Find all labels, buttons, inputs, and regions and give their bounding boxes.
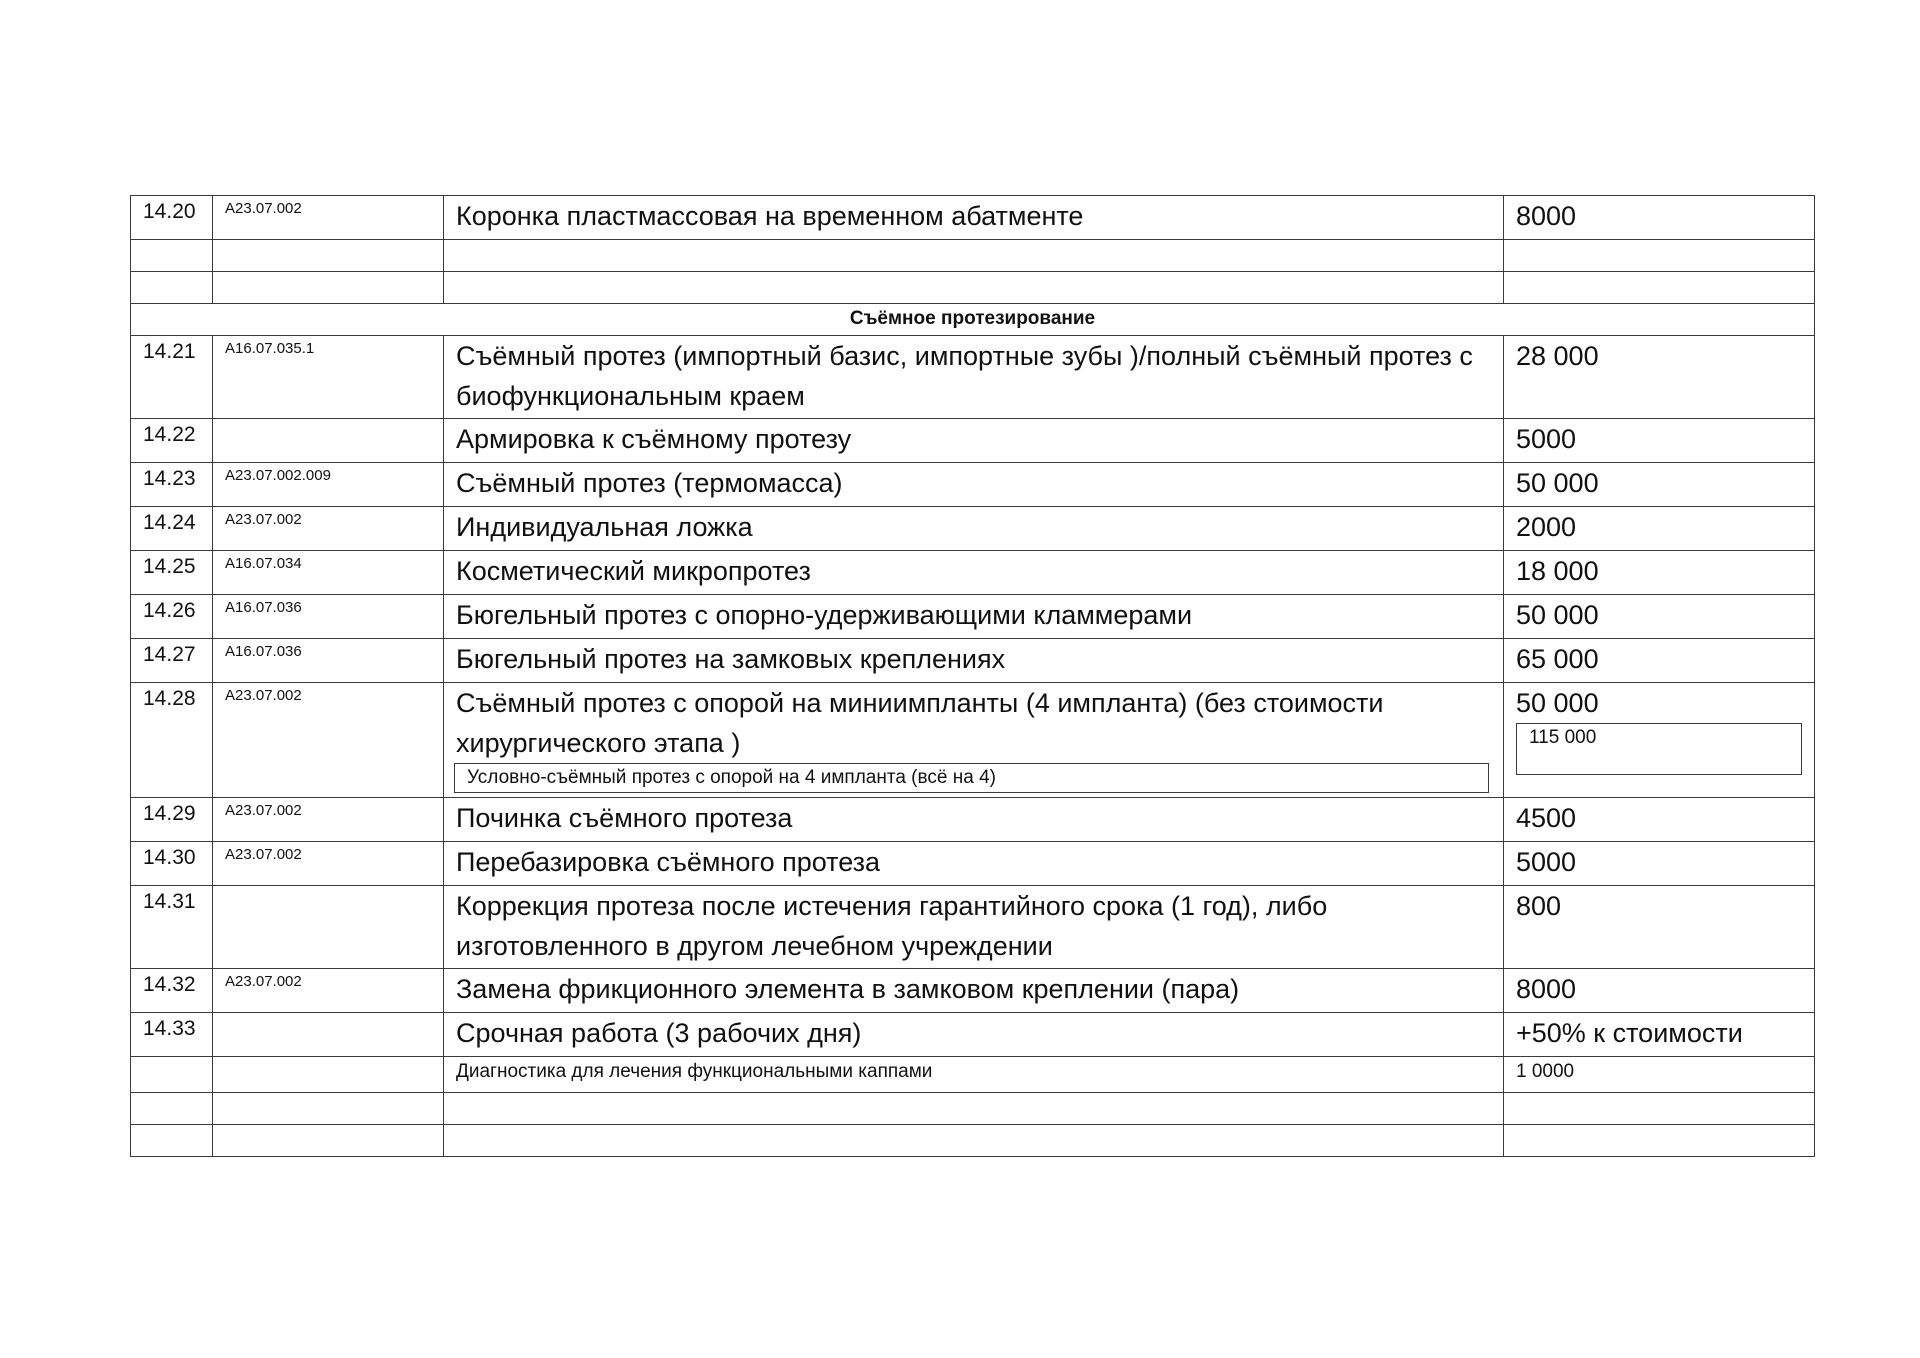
empty-cell	[213, 1093, 444, 1125]
service-code: A16.07.035.1	[213, 336, 444, 419]
service-name: Замена фрикционного элемента в замковом креплении (пара)	[444, 969, 1504, 1013]
empty-row	[131, 272, 1815, 304]
row-number: 14.24	[131, 507, 213, 551]
row-number: 14.27	[131, 639, 213, 683]
service-code: A23.07.002	[213, 507, 444, 551]
service-code	[213, 1013, 444, 1057]
empty-cell	[444, 1125, 1504, 1157]
row-number: 14.30	[131, 842, 213, 886]
row-number: 14.25	[131, 551, 213, 595]
service-price: 50 000	[1516, 688, 1599, 718]
empty-cell	[444, 1093, 1504, 1125]
service-code: A16.07.036	[213, 595, 444, 639]
table-row	[131, 507, 1815, 551]
service-code	[213, 886, 444, 969]
service-price-cell	[1504, 683, 1815, 798]
row-number: 14.31	[131, 886, 213, 969]
table-row	[131, 798, 1815, 842]
table-row	[131, 639, 1815, 683]
service-name: Индивидуальная ложка	[444, 507, 1504, 551]
table-row	[131, 1057, 1815, 1093]
sub-service-price-box: 115 000	[1516, 723, 1802, 775]
service-price: 4500	[1504, 798, 1815, 842]
empty-row	[131, 240, 1815, 272]
empty-cell	[213, 272, 444, 304]
service-code: A23.07.002	[213, 798, 444, 842]
service-name-cell	[444, 683, 1504, 798]
row-number: 14.26	[131, 595, 213, 639]
service-price: 18 000	[1504, 551, 1815, 595]
row-number: 14.32	[131, 969, 213, 1013]
empty-cell	[444, 272, 1504, 304]
empty-cell	[131, 1093, 213, 1125]
section-header-row	[131, 304, 1815, 336]
service-name: Съёмный протез с опорой на миниимпланты (4 импланта) (без стоимости хирургического этапа )	[456, 688, 1384, 758]
service-code: A23.07.002	[213, 196, 444, 240]
table-row	[131, 842, 1815, 886]
service-name: Срочная работа (3 рабочих дня)	[444, 1013, 1504, 1057]
table-row	[131, 886, 1815, 969]
empty-cell	[1504, 1125, 1815, 1157]
table-row	[131, 196, 1815, 240]
row-number: 14.22	[131, 419, 213, 463]
empty-row	[131, 1125, 1815, 1157]
service-price: +50% к стоимости	[1504, 1013, 1815, 1057]
empty-cell	[131, 272, 213, 304]
service-name: Съёмный протез (импортный базис, импортные зубы )/полный съёмный протез с биофункциональным краем	[444, 336, 1504, 419]
empty-row	[131, 1093, 1815, 1125]
service-code	[213, 419, 444, 463]
service-name: Бюгельный протез на замковых креплениях	[444, 639, 1504, 683]
service-code: A23.07.002.009	[213, 463, 444, 507]
table-row	[131, 683, 1815, 798]
table-row	[131, 1013, 1815, 1057]
service-name: Армировка к съёмному протезу	[444, 419, 1504, 463]
table-row	[131, 551, 1815, 595]
price-list-table	[130, 195, 1815, 1157]
section-title: Съёмное протезирование	[131, 304, 1815, 336]
service-code: A23.07.002	[213, 842, 444, 886]
service-price: 1 0000	[1504, 1057, 1815, 1093]
row-number: 14.20	[131, 196, 213, 240]
row-number: 14.33	[131, 1013, 213, 1057]
table-row	[131, 419, 1815, 463]
service-price: 50 000	[1504, 463, 1815, 507]
row-number: 14.23	[131, 463, 213, 507]
service-code: A16.07.034	[213, 551, 444, 595]
service-price: 65 000	[1504, 639, 1815, 683]
service-price: 8000	[1504, 969, 1815, 1013]
sub-service-name-box: Условно-съёмный протез с опорой на 4 импланта (всё на 4)	[454, 763, 1489, 793]
service-code: A23.07.002	[213, 683, 444, 798]
service-name: Диагностика для лечения функциональными каппами	[444, 1057, 1504, 1093]
empty-cell	[1504, 240, 1815, 272]
row-number: 14.21	[131, 336, 213, 419]
service-name: Перебазировка съёмного протеза	[444, 842, 1504, 886]
service-name: Коронка пластмассовая на временном абатменте	[444, 196, 1504, 240]
service-name: Починка съёмного протеза	[444, 798, 1504, 842]
service-price: 5000	[1504, 419, 1815, 463]
service-name: Съёмный протез (термомасса)	[444, 463, 1504, 507]
empty-cell	[213, 240, 444, 272]
service-code: A23.07.002	[213, 969, 444, 1013]
service-price: 800	[1504, 886, 1815, 969]
service-name: Коррекция протеза после истечения гарантийного срока (1 год), либо изготовленного в другом лечебном учреждении	[444, 886, 1504, 969]
table-row	[131, 463, 1815, 507]
service-code: A16.07.036	[213, 639, 444, 683]
service-price: 28 000	[1504, 336, 1815, 419]
row-number	[131, 1057, 213, 1093]
empty-cell	[131, 1125, 213, 1157]
table-row	[131, 336, 1815, 419]
service-price: 2000	[1504, 507, 1815, 551]
table-row	[131, 595, 1815, 639]
service-name: Бюгельный протез с опорно-удерживающими кламмерами	[444, 595, 1504, 639]
service-price: 5000	[1504, 842, 1815, 886]
service-price: 8000	[1504, 196, 1815, 240]
row-number: 14.29	[131, 798, 213, 842]
empty-cell	[1504, 1093, 1815, 1125]
empty-cell	[1504, 272, 1815, 304]
empty-cell	[131, 240, 213, 272]
table-row	[131, 969, 1815, 1013]
empty-cell	[213, 1125, 444, 1157]
empty-cell	[444, 240, 1504, 272]
row-number: 14.28	[131, 683, 213, 798]
service-name: Косметический микропротез	[444, 551, 1504, 595]
service-price: 50 000	[1504, 595, 1815, 639]
service-code	[213, 1057, 444, 1093]
